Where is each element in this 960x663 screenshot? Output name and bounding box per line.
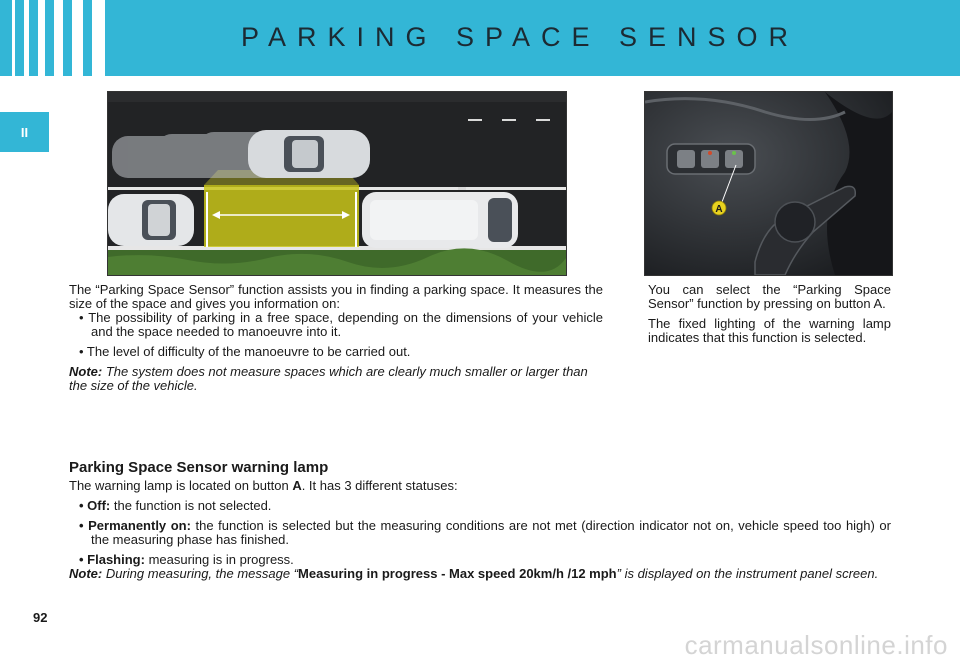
status-item: • Permanently on: the function is selected but the measuring conditions are not met (direction indicator not on, vehicle speed too high) or the measuring phase has finished. [79, 518, 891, 547]
page-number: 92 [33, 610, 48, 625]
intro-bullet: • The level of difficulty of the manoeuvre to be carried out. [79, 344, 411, 359]
callout-label-a: A [715, 204, 723, 215]
button-label: A [292, 478, 302, 493]
chapter-tab: II [0, 112, 49, 152]
status-label: • Permanently on: [79, 518, 191, 533]
intro-note [69, 365, 603, 393]
intro-column [69, 283, 603, 393]
dashboard-illustration [644, 91, 893, 276]
status-item: • Off: the function is not selected. [79, 498, 272, 513]
measuring-note: Note: During measuring, the message “Measuring in progress - Max speed 20km/h /12 mph” is displayed on the instrument panel screen. [69, 566, 879, 581]
page-title: PARKING SPACE SENSOR [240, 22, 800, 52]
panel-message: Measuring in progress - Max speed 20km/h /12 mph [298, 566, 617, 581]
intro-bullet: • The possibility of parking in a free space, depending on the dimensions of your vehicle and the space needed to manoeuvre into it. [79, 310, 603, 339]
status-item: • Flashing: measuring is in progress. [79, 552, 294, 567]
lamp-location: The warning lamp is located on button A. It has 3 different statuses: [69, 478, 458, 493]
note-label: Note: [69, 364, 103, 379]
right-column [648, 283, 891, 345]
lamp-paragraph: The fixed lighting of the warning lamp indicates that this function is selected. [648, 316, 891, 345]
section-title: Parking Space Sensor warning lamp [69, 459, 329, 476]
status-label: • Off: [79, 498, 111, 513]
header-stripes [12, 0, 114, 76]
note-label: Note: [69, 566, 103, 581]
note-text: The system does not measure spaces which are clearly much smaller or larger than the size of the vehicle. [69, 364, 588, 393]
intro-paragraph: The “Parking Space Sensor” function assists you in finding a parking space. It measures the size of the space and gives you information on: [69, 282, 603, 311]
status-label: • Flashing: [79, 552, 145, 567]
parking-illustration [107, 91, 567, 276]
warning-lamp-section [69, 461, 891, 581]
page-header [0, 0, 960, 76]
watermark: carmanualsonline.info [684, 630, 948, 660]
selection-paragraph: You can select the “Parking Space Sensor” function by pressing on button A. [648, 282, 891, 311]
